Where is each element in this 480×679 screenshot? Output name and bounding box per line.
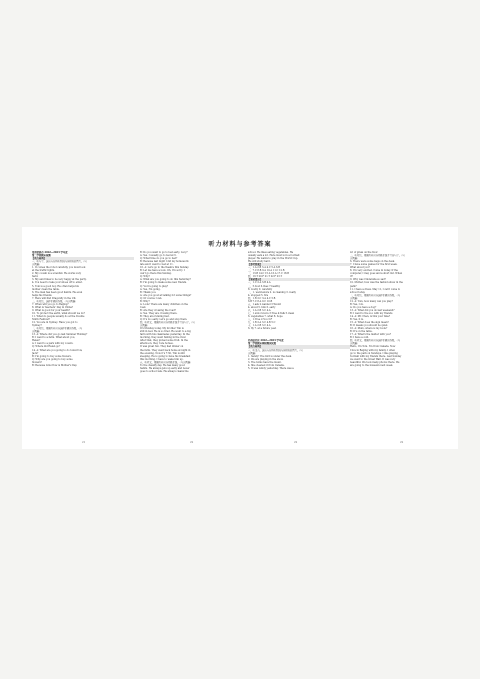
text-line: 读两遍） [140,324,150,328]
text-line: 14. A: Mr. Chen, is this your bike? [350,314,391,318]
exam-title: 第二学期期末检测 [32,254,51,258]
text-line: Q: Of course I can. [140,296,163,300]
text-line: What about you? [350,266,370,270]
text-line: the evening. Now it's 7:30, Tim is still [140,351,185,355]
text-line: school. He likes eating vegetables. He [248,251,294,254]
text-line: 1. Sandy! The bird is under the desk. [248,354,292,358]
text-line: 10. Mother, how was the fashion show in the [350,281,403,285]
text-line: B: I'm going to make some new friends. [140,281,187,285]
text-line: 8. What is Teachers' Day in China? [32,305,74,309]
text-line: 16. A: Let's go to the theatre this Sunday. [140,266,190,270]
text-line: 一、1.A 2.B 3.A 4.C 5.A 6.B [248,266,280,270]
text-line: afternoon, they rode horses. [140,342,174,346]
text-line: 三、听对话，根据所听内容选择正确的答案。（句 [350,293,401,297]
text-line: B: Why? [140,299,150,303]
text-line: 读两遍） [32,263,42,267]
text-line: late and I went to bed at 11. [140,263,174,267]
text-line: 11. What do people usually do at the Double [32,314,85,318]
text-line: still in bed. He is so tired. He went to a big [140,330,191,334]
text-line: 四、听短文，根据所听内容选择正确的答案。（句 [350,339,401,343]
text-line: 二、听对话，选择正确的答案。（句读两遍） [32,299,78,303]
text-line: 6.B 7.C 8.A 9.C 10.B [248,299,273,303]
text-line: A: What are you going to do this Saturday? [140,278,191,282]
text-line: A: I went to a park with my cousin. [32,342,74,346]
text-line: 2. My cousin is a scientist. He works very [32,272,82,276]
text-line: 6. There were some bags on the desk. [350,260,395,264]
text-line: Q: Where did Helen go? [32,345,61,349]
text-line: 13. A: What did you do last weekend? [350,308,395,312]
text-line: 七、1.sick 2.more 3.Tree 4.Talk 5.clean [248,311,295,315]
page-number-3: 22 [294,441,298,444]
text-line: are going to the museum next week. [350,363,394,367]
text-line: 4. about 5. him 6. early [248,305,276,309]
text-line: at the traffic lights. [32,269,55,273]
text-line: A: Yes, I'm going. [140,287,161,291]
text-line: 八、1.Tree 2.You 3.F [248,318,273,322]
section-heading: 【参考答案】 [248,263,350,266]
text-line: hard. [32,275,39,279]
text-line: 3. The twins have the music. [248,360,282,364]
text-line: lot of grass on the floor. [350,251,379,254]
text-line: A: Yes. I usually go to bed at 9. [140,254,177,258]
text-line: A: Do you have a dog? [350,305,377,309]
text-line: school today. [350,290,366,294]
text-line: 九、1.B 2.A 3.C 4.B 5.C [248,321,276,325]
exam-title: 常州常熟市 2022—2023 学年度 [32,251,68,254]
text-line: B: Are they crossing the road? [140,308,176,312]
text-line: Hello, I'm Tom. I'm from Canada. Now [350,345,396,349]
text-line: 4. You need to take your shoes off to enter. [32,281,83,285]
text-line: B: I went to the zoo with my friends. [350,311,394,315]
text-line: farm with his classmates yesterday. In the [140,333,190,337]
text-line: B: It means you should be quiet. [350,324,389,328]
text-line: B: They are running fast. [140,314,170,318]
page-number-1: 21 [82,441,86,444]
text-line: A: Yes. They are crossing there. [140,311,178,315]
text-line: 一、听录音，选出与你所听到的内容相符的图片。（句 [248,348,303,352]
text-line: 十、1.A 2.B 3.C 4.A [248,324,271,328]
text-line: 16. A: Mum, where is my book? [350,327,388,331]
text-line: 读两遍） [350,342,360,346]
text-line: B: Thank you. [140,290,157,294]
text-line: B: I have a cold. [350,336,370,340]
text-line: Q: Why are you going to buy some [32,357,73,361]
page-title: 听力材料与参考答案 [208,241,272,248]
text-line: He will study hard. [248,260,271,264]
text-line: 6. fly 7. at a future year. [248,327,277,331]
text-line: flowers? [32,360,42,364]
text-line: 17. A: What's the matter with you? [350,333,392,337]
text-line: 6. vegetables 7. what 8. hope [248,314,283,318]
text-line: mother clean the table. [32,287,60,291]
column-4 [350,251,452,437]
text-line: 5. It was windy yesterday. There was a [248,366,294,370]
text-line: Helen? [32,339,41,343]
text-line: 11. I have a dress. May 11, I can't come to [350,287,401,291]
text-line: 三、1. well-tenure 2. is cleaning 3. really [248,290,296,294]
text-line: B: Yes, it is. [350,318,364,322]
text-line: Ninth Festival? [32,318,50,322]
text-line: 12. A: Tom, how many can you play? [350,299,393,303]
text-line: 四、听短文，根据所听内容判断正误并写出句子。（句 [140,321,195,325]
text-line: 二、5.food 6.lives 7.healthy [248,284,281,288]
text-line: 9. Why was Cinderella so sad? [350,278,386,282]
text-line: 四、1.B 2.C 3.A 4.C 5.B [248,296,276,300]
text-line: 读两遍） [32,330,42,334]
text-line: 一、1.C 2.A 3.B 4.A [248,281,271,285]
text-line: 8. loudly 9. carefully [248,287,273,291]
text-line: 三、13.B 14.C 15.A 16.A 17.C 18.B [248,272,289,276]
text-line: 13. A: Where did you go last Summer Holiday? [32,333,88,337]
column-3 [248,251,350,437]
text-line: B: Let me have a look. Oh, I'm sorry. I [140,269,185,273]
text-line: I live in Beijing with my family. I often [350,348,395,352]
text-line: It's Monday today. My brother Tim is [140,327,184,331]
text-line: usually eats a lot. Here must is in a football [248,254,300,258]
section-heading: 【听力材料】 [32,257,134,260]
text-line: 读两遍） [350,296,360,300]
column-2 [140,251,242,437]
text-line: B: Because last night I did my homework [140,260,189,264]
text-line: B: Yes, I do. [350,302,364,306]
text-line: 7. I have some games for the first week. [350,263,398,267]
section-heading: 【笔试部分】 [248,278,350,281]
text-line: 一、听句子，选出与你所听到的内容相符的图片。（句 [32,260,87,264]
text-line: it? [350,275,353,279]
text-line: Q: Why? [140,275,150,279]
text-line: B: I'm going to buy some flowers. [32,354,72,358]
text-line: 三、听对话，根据所听内容选择正确的答案。（句 [32,327,83,331]
section-heading: 【听力材料】 [248,345,350,348]
text-line: B: It's on the table. [350,330,373,334]
text-line: habits. He always gets up early and never [140,366,190,370]
text-line: 4. She cleaned it from Canada. [248,363,285,367]
text-line: we went to the Great Wall. It was very [350,357,396,361]
text-line: Q: It's too early. Let's go and stop them. [140,318,188,322]
text-line: the farm. They went back home at night in [140,348,191,352]
text-line: 3. My aunt likes to be very happy at the party. [32,278,87,282]
text-line: computer, I may goes and a short list. When [350,272,403,276]
text-line: 1. It comes the robot carefully, you must look [32,266,86,270]
text-line: helps his friends. [32,293,53,297]
page-number-2: 22 [190,441,194,444]
text-line: 读两遍） [248,351,258,355]
text-line: A: Are you good at talking for some things? [140,293,192,297]
text-line: sleeping. He is going to have his breakfast [140,354,191,358]
text-line: 二、7.C 8.B 9.A 10.A 11.C 12.B [248,269,285,273]
document-page [22,227,458,449]
text-line: 五、听短文，根据所听内容判断正误。（句读两遍） [140,360,193,364]
text-line: football with my friends there. Last Sunday [350,354,402,358]
text-line: 8. I'm very excited. Come in today. If the [350,269,398,273]
text-line: After that, they picked some fruit. In the [140,339,188,343]
text-line: A: Look! There are many children on the [140,302,189,306]
text-line: 5. Tom is a good boy. He often helps his [32,284,79,288]
text-line: this morning. I have to wake him up. [140,357,184,361]
text-line: 读两遍） [350,257,360,261]
text-line: To the classify day. He has many good [140,363,185,367]
text-line: B: I went to a farm. What about you, [32,336,76,340]
text-line: 7. Here will find Dragonfly in the UK. [32,296,77,300]
text-line: player. He wants to play in the World Cup. [248,257,299,261]
text-line: 4. stopped 5. fire [248,293,269,297]
text-line: B: Do you want to go to bed early, Lucy? [140,251,188,254]
text-line: B: Because tomorrow is Mother's Day. [32,363,78,367]
text-line: goes to school late. He always cleans the [140,369,189,373]
page-number-4: 22 [400,441,404,444]
text-line: road. [140,305,147,309]
text-line: 五、1.ask 2.wanted 3.Would [248,302,281,306]
text-line: 12. You are in Sydney. Have you got to [32,321,78,325]
text-line: 15. A: What does the sign mean? [350,321,389,325]
text-line: 二、听对话，根据所听内容判断正误并写出句子。（句 [350,254,405,258]
text-line: Jack? [32,351,39,355]
exam-title: 第二学期期末调研测试试题 [248,342,276,346]
text-line: 7. When will you go to Beijing? [32,302,69,306]
text-line: go to the park on Sundays. I like playing [350,351,398,355]
text-line: 6. The man has been good habits. He even [32,290,83,294]
exam-title: 苏州姑苏区 2022—2023 学年度 [248,339,284,343]
text-line: It was great fun. They had dinner on [140,345,184,349]
text-line: beautiful. We took many photos there. We [350,360,400,364]
text-line: Sydney? [32,324,42,328]
text-line: Q: What time do you go to bed? [140,257,178,261]
text-line: morning, they went fishing in the river. [140,336,187,340]
text-line: 14. A: What are you going to do tomorrow, [32,348,83,352]
text-line: park? [350,284,357,288]
text-line: 六、1.A 2.B 3.C 4.A [248,308,271,312]
text-line: 10. To protect the earth, what should we do? [32,311,85,315]
text-line: 2. We are playing in the snow. [248,357,284,361]
column-1 [32,251,134,437]
text-line: 四、19.T 20.F 21.T 22.F 23.T [248,275,283,279]
text-line: Q: You're going to play? [140,284,169,288]
text-line: can't go there this Sunday. [140,272,172,276]
text-line: 9. What is good for your health? [32,308,70,312]
